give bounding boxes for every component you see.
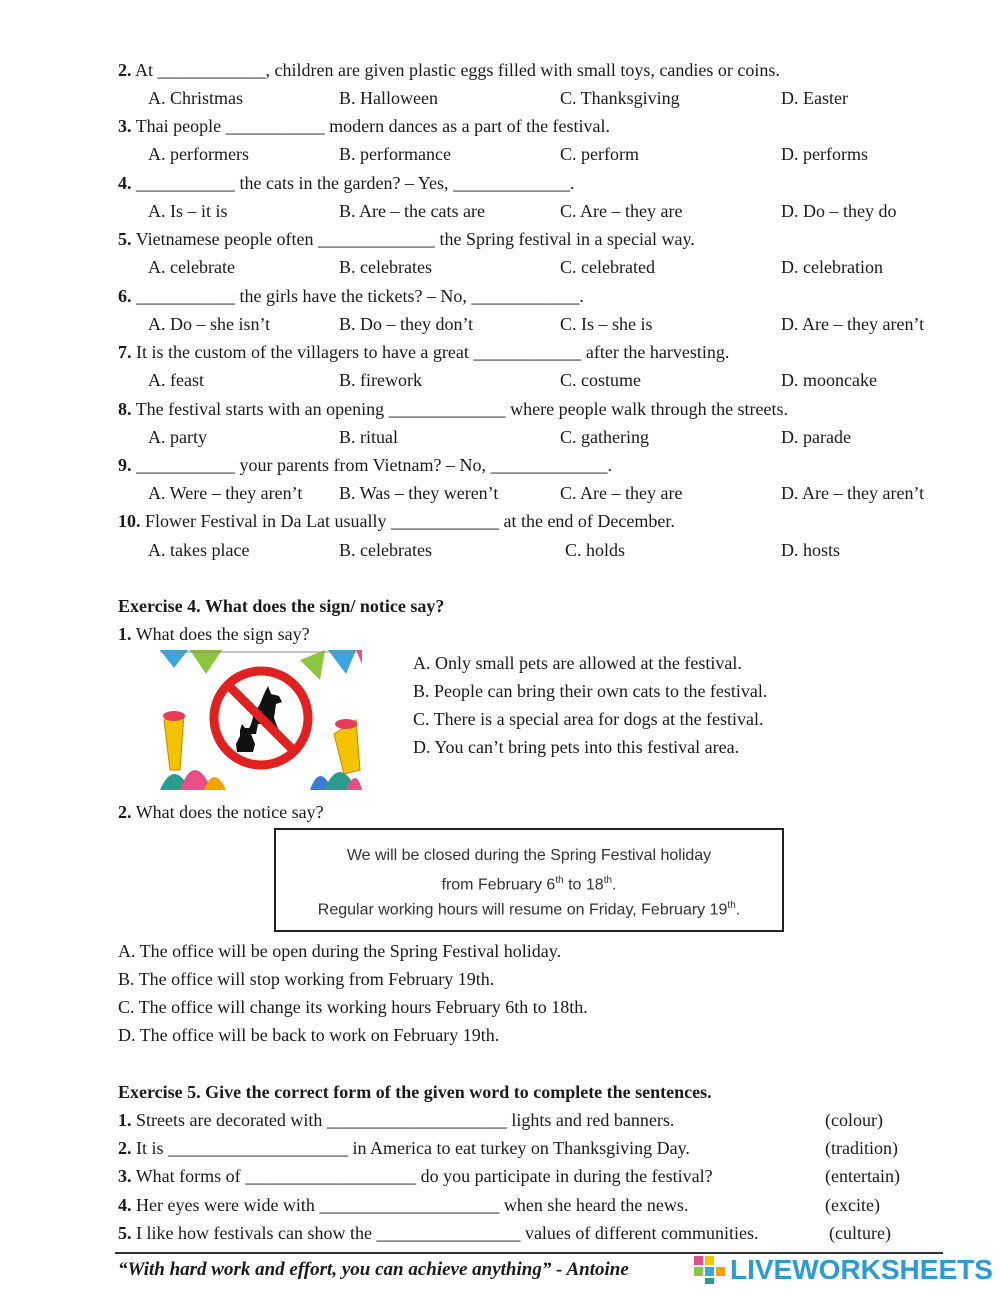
notice-line-1: We will be closed during the Spring Festival holiday bbox=[346, 847, 712, 864]
word-hint-5: (culture) bbox=[829, 1223, 891, 1243]
option-d[interactable]: D. hosts bbox=[781, 540, 841, 560]
option-d[interactable]: D. Are – they aren’t bbox=[781, 314, 925, 334]
exercise-4-title: Exercise 4. What does the sign/ notice say? bbox=[118, 596, 445, 616]
option-c[interactable]: C. Are – they are bbox=[560, 483, 683, 503]
option-d[interactable]: D. parade bbox=[781, 427, 851, 447]
option-a[interactable]: A. performers bbox=[148, 144, 249, 164]
sign-option-a[interactable]: A. Only small pets are allowed at the festival. bbox=[413, 653, 742, 673]
option-c[interactable]: C. costume bbox=[560, 370, 641, 390]
sign-option-c[interactable]: C. There is a special area for dogs at the festival. bbox=[413, 709, 764, 729]
option-b[interactable]: B. celebrates bbox=[339, 540, 432, 560]
sign-option-b[interactable]: B. People can bring their own cats to the festival. bbox=[413, 681, 768, 701]
option-b[interactable]: B. celebrates bbox=[339, 257, 432, 277]
question-3: 3. Thai people ___________ modern dances as a part of the festival. bbox=[118, 116, 611, 136]
footer-quote: “With hard work and effort, you can achieve anything” - Antoine bbox=[118, 1259, 629, 1280]
option-a[interactable]: A. feast bbox=[148, 370, 204, 390]
option-d[interactable]: D. Easter bbox=[781, 88, 848, 108]
no-pets-sign-graphic bbox=[160, 650, 362, 790]
option-b[interactable]: B. performance bbox=[339, 144, 451, 164]
notice-option-c[interactable]: C. The office will change its working hours February 6th to 18th. bbox=[118, 997, 588, 1017]
word-form-item-2: 2. It is ____________________ in America to eat turkey on Thanksgiving Day. bbox=[118, 1138, 690, 1158]
option-c[interactable]: C. perform bbox=[560, 144, 639, 164]
liveworksheets-icon bbox=[692, 1254, 728, 1286]
notice-option-d[interactable]: D. The office will be back to work on February 19th. bbox=[118, 1025, 500, 1045]
sign-question: 1. What does the sign say? bbox=[118, 624, 310, 644]
question-5: 5. Vietnamese people often _____________ the Spring festival in a special way. bbox=[118, 229, 695, 249]
option-b[interactable]: B. ritual bbox=[339, 427, 398, 447]
option-d[interactable]: D. performs bbox=[781, 144, 868, 164]
exercise-5-title: Exercise 5. Give the correct form of the given word to complete the sentences. bbox=[118, 1082, 712, 1102]
question-2: 2. At ____________, children are given plastic eggs filled with small toys, candies or coins. bbox=[118, 60, 780, 80]
option-d[interactable]: D. celebration bbox=[781, 257, 883, 277]
option-c[interactable]: C. Is – she is bbox=[560, 314, 653, 334]
word-form-item-1: 1. Streets are decorated with ____________________ lights and red banners. bbox=[118, 1110, 675, 1130]
option-a[interactable]: A. Were – they aren’t bbox=[148, 483, 303, 503]
option-c[interactable]: C. gathering bbox=[560, 427, 649, 447]
question-10: 10. Flower Festival in Da Lat usually ____________ at the end of December. bbox=[118, 511, 675, 531]
option-c[interactable]: C. Thanksgiving bbox=[560, 88, 680, 108]
liveworksheets-wordmark: LIVEWORKSHEETS bbox=[730, 1254, 993, 1285]
liveworksheets-logo[interactable] bbox=[690, 1252, 995, 1288]
word-form-item-3: 3. What forms of ___________________ do you participate in during the festival? bbox=[118, 1166, 713, 1186]
option-b[interactable]: B. Was – they weren’t bbox=[339, 483, 499, 503]
question-7: 7. It is the custom of the villagers to have a great ____________ after the harvesting. bbox=[118, 342, 730, 362]
question-9: 9. ___________ your parents from Vietnam? – No, _____________. bbox=[118, 455, 613, 475]
option-d[interactable]: D. Are – they aren’t bbox=[781, 483, 925, 503]
office-notice bbox=[274, 828, 784, 932]
option-a[interactable]: A. party bbox=[148, 427, 207, 447]
option-a[interactable]: A. Is – it is bbox=[148, 201, 228, 221]
option-c[interactable]: C. holds bbox=[565, 540, 626, 560]
notice-line-2: from February 6th to 18th. bbox=[441, 875, 617, 894]
option-a[interactable]: A. takes place bbox=[148, 540, 250, 560]
question-4: 4. ___________ the cats in the garden? – Yes, _____________. bbox=[118, 173, 575, 193]
word-hint-2: (tradition) bbox=[825, 1138, 898, 1158]
option-c[interactable]: C. Are – they are bbox=[560, 201, 683, 221]
option-b[interactable]: B. Do – they don’t bbox=[339, 314, 474, 334]
option-b[interactable]: B. firework bbox=[339, 370, 422, 390]
word-hint-3: (entertain) bbox=[825, 1166, 900, 1186]
word-hint-1: (colour) bbox=[825, 1110, 883, 1130]
notice-line-3: Regular working hours will resume on Friday, February 19th. bbox=[317, 900, 741, 919]
word-form-item-5: 5. I like how festivals can show the ________________ values of different communities. bbox=[118, 1223, 759, 1243]
question-8: 8. The festival starts with an opening _____________ where people walk through the streets. bbox=[118, 399, 789, 419]
option-a[interactable]: A. Do – she isn’t bbox=[148, 314, 271, 334]
option-a[interactable]: A. Christmas bbox=[148, 88, 244, 108]
word-form-item-4: 4. Her eyes were wide with ____________________ when she heard the news. bbox=[118, 1195, 689, 1215]
no-pets-sign-image bbox=[160, 650, 362, 790]
notice-option-a[interactable]: A. The office will be open during the Spring Festival holiday. bbox=[118, 941, 562, 961]
sign-option-d[interactable]: D. You can’t bring pets into this festival area. bbox=[413, 737, 740, 757]
option-d[interactable]: D. Do – they do bbox=[781, 201, 897, 221]
option-d[interactable]: D. mooncake bbox=[781, 370, 877, 390]
notice-option-b[interactable]: B. The office will stop working from February 19th. bbox=[118, 969, 495, 989]
option-a[interactable]: A. celebrate bbox=[148, 257, 235, 277]
question-6: 6. ___________ the girls have the tickets? – No, ____________. bbox=[118, 286, 584, 306]
notice-question: 2. What does the notice say? bbox=[118, 802, 324, 822]
word-hint-4: (excite) bbox=[825, 1195, 880, 1215]
option-c[interactable]: C. celebrated bbox=[560, 257, 655, 277]
option-b[interactable]: B. Are – the cats are bbox=[339, 201, 485, 221]
option-b[interactable]: B. Halloween bbox=[339, 88, 438, 108]
